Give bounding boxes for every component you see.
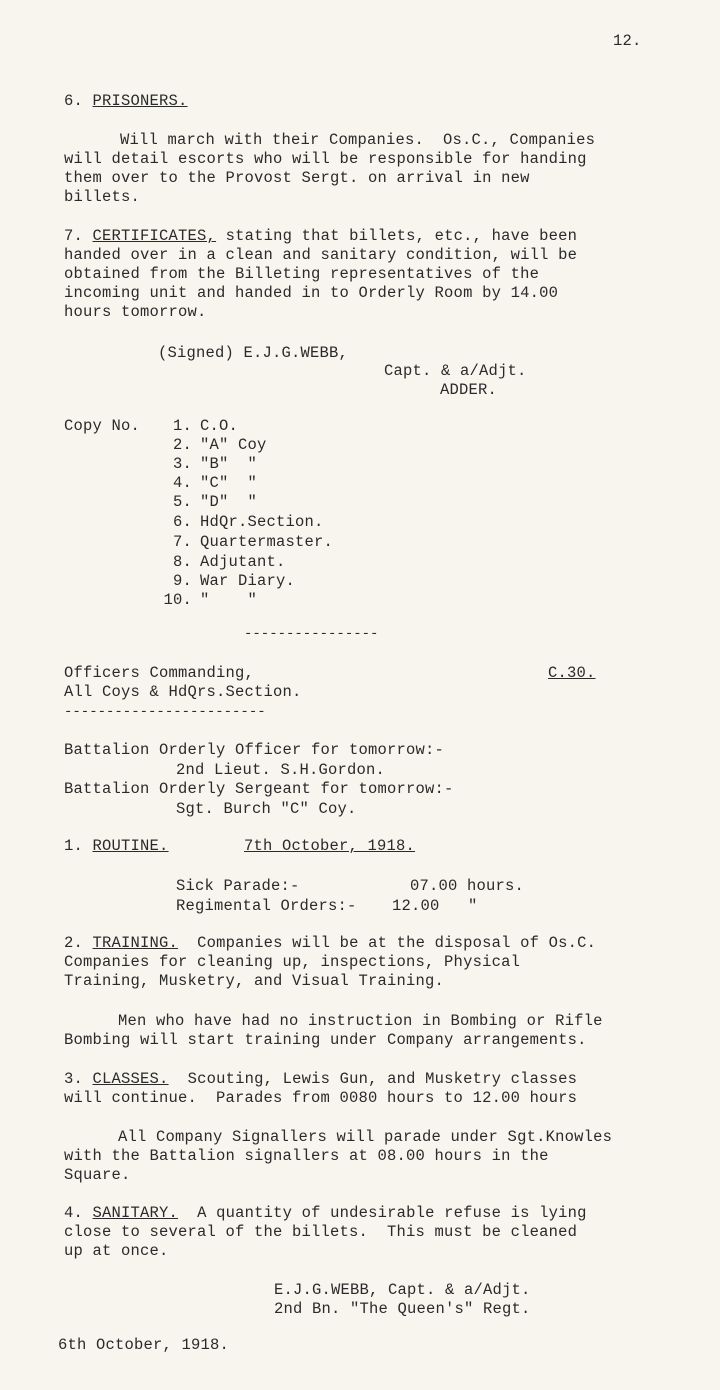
signature-line: 2nd Bn. "The Queen's" Regt. [274, 1300, 531, 1318]
text-line: will continue. Parades from 0080 hours to 12.00 hours [64, 1089, 578, 1107]
signature-signed: (Signed) E.J.G.WEBB, [158, 344, 349, 362]
address-line: All Coys & HdQrs.Section. [64, 683, 302, 701]
text-line: Men who have had no instruction in Bombing or Rifle [118, 1012, 603, 1030]
copy-number: 9. [172, 572, 192, 590]
text-line: handed over in a clean and sanitary condition, will be [64, 246, 578, 264]
copy-recipient: HdQr.Section. [200, 513, 324, 531]
classes-heading [64, 1070, 577, 1089]
address-line: Officers Commanding, [64, 664, 255, 682]
section-7-heading [64, 227, 577, 246]
heading-text: TRAINING. [92, 934, 179, 952]
text-line: obtained from the Billeting representatives of the [64, 265, 540, 283]
heading-text: PRISONERS. [92, 92, 188, 110]
copy-recipient: Quartermaster. [200, 533, 334, 551]
text-line: them over to the Provost Sergt. on arrival in new [64, 169, 530, 187]
text-line: billets. [64, 188, 141, 206]
copy-number: 1. [172, 417, 192, 435]
routine-label: Regimental Orders:- [176, 897, 357, 915]
section-number: 6. [64, 92, 84, 110]
text-line: All Company Signallers will parade under Sgt.Knowles [118, 1128, 613, 1146]
section-number: 3. [64, 1070, 84, 1088]
text-line: A quantity of undesirable refuse is lying [197, 1204, 587, 1222]
section-number: 1. [64, 837, 84, 855]
routine-time: 07.00 hours. [410, 877, 525, 895]
text-line: Will march with their Companies. Os.C., Companies [120, 131, 596, 149]
document-date: 6th October, 1918. [58, 1336, 230, 1354]
copy-number: 2. [172, 436, 192, 454]
copy-recipient: C.O. [200, 417, 239, 435]
text-line: Bombing will start training under Company arrangements. [64, 1031, 587, 1049]
copy-recipient: War Diary. [200, 572, 296, 590]
copy-number: 5. [172, 493, 192, 511]
copy-recipient: "C" " [200, 474, 258, 492]
heading-text: ROUTINE. [92, 837, 169, 855]
signature-rank: Capt. & a/Adjt. [384, 362, 527, 380]
signature-unit: ADDER. [440, 381, 498, 399]
copy-number: 6. [172, 513, 192, 531]
address-underline: ------------------------ [64, 704, 266, 720]
routine-time: 12.00 " [392, 897, 478, 915]
section-number: 7. [64, 227, 84, 245]
text-line: up at once. [64, 1242, 169, 1260]
orderly-line: Battalion Orderly Officer for tomorrow:- [64, 741, 445, 759]
routine-label: Sick Parade:- [176, 877, 300, 895]
section-number: 2. [64, 934, 84, 952]
heading-text: CERTIFICATES, [92, 227, 217, 245]
text-line: close to several of the billets. This must be cleaned [64, 1223, 578, 1241]
separator-line: ---------------- [244, 626, 379, 642]
copy-recipient: "B" " [200, 455, 258, 473]
text-line: Training, Musketry, and Visual Training. [64, 972, 445, 990]
signature-line: E.J.G.WEBB, Capt. & a/Adjt. [274, 1281, 531, 1299]
heading-text: SANITARY. [92, 1204, 179, 1222]
section-6-heading [64, 92, 188, 111]
copy-label: Copy No. [64, 417, 141, 435]
copy-number: 7. [172, 533, 192, 551]
text-line: hours tomorrow. [64, 303, 207, 321]
text-line: incoming unit and handed in to Orderly Room by 14.00 [64, 284, 559, 302]
reference-number: C.30. [548, 664, 596, 682]
copy-number: 10. [163, 591, 192, 609]
page-number: 12. [613, 32, 642, 50]
text-line: Companies for cleaning up, inspections, Physical [64, 953, 521, 971]
section-number: 4. [64, 1204, 84, 1222]
orderly-line: Sgt. Burch "C" Coy. [176, 800, 357, 818]
text-line: Scouting, Lewis Gun, and Musketry classes [187, 1070, 578, 1088]
text-line: stating that billets, etc., have been [225, 227, 578, 245]
copy-number: 3. [172, 455, 192, 473]
heading-text: CLASSES. [92, 1070, 169, 1088]
copy-recipient: Adjutant. [200, 553, 286, 571]
text-line: will detail escorts who will be responsible for handing [64, 150, 587, 168]
copy-number: 8. [172, 553, 192, 571]
routine-date: 7th October, 1918. [244, 837, 416, 855]
sanitary-heading [64, 1204, 587, 1223]
copy-number: 4. [172, 474, 192, 492]
orderly-line: Battalion Orderly Sergeant for tomorrow:- [64, 780, 454, 798]
text-line: Companies will be at the disposal of Os.C. [197, 934, 597, 952]
text-line: with the Battalion signallers at 08.00 hours in the [64, 1147, 549, 1165]
orderly-line: 2nd Lieut. S.H.Gordon. [176, 761, 386, 779]
copy-recipient: "A" Coy [200, 436, 267, 454]
training-heading [64, 934, 596, 953]
copy-recipient: "D" " [200, 493, 258, 511]
text-line: Square. [64, 1166, 131, 1184]
routine-heading [64, 837, 169, 856]
copy-recipient: " " [200, 591, 258, 609]
